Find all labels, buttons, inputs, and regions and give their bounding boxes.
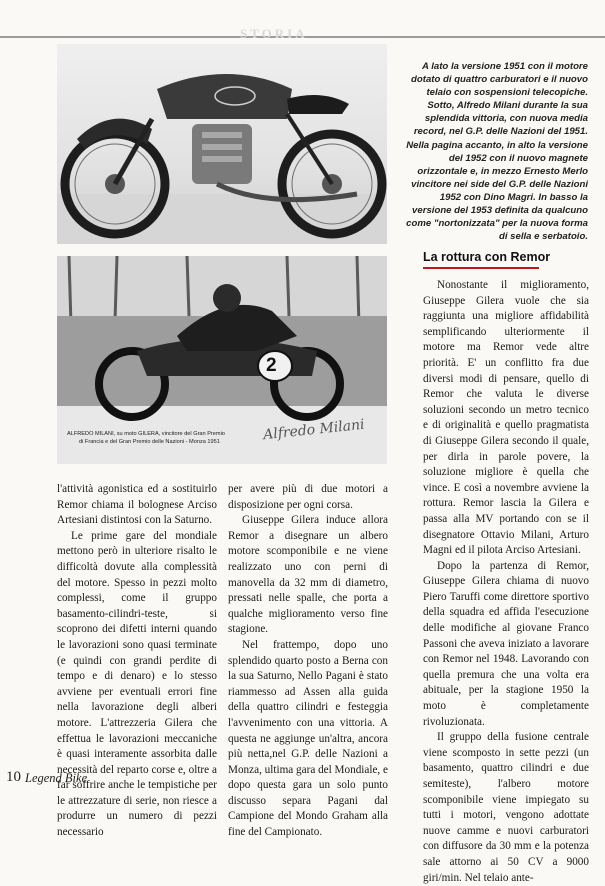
paragraph: per avere più di due motori a disposizione per ogni corsa. <box>228 483 388 511</box>
text-column-1 <box>57 482 217 841</box>
section-underline <box>423 267 539 269</box>
paragraph: Nonostante il miglioramento, Giuseppe Gilera vuole che sia raggiunta una migliore affidabilità semplificando ulteriormente il motore ma Remor vede altre priorità. E' un conflitto fra due diversi modi di pensare, quello di Remor che valuta le diverse soluzioni secondo un metro tecnico e di originalità e quello pragmatista di Giuseppe Gilera secondo il quale, per dirla in parole povere, la soluzione migliore è quella che vince. E così a novembre avviene la rottura. Remor lascia la Gilera e passa alla MV portando con se il disegnatore Ottavio Milani, Arturo Magni ed il pilota Arciso Artesiani. <box>423 279 589 557</box>
photo-gilera-1951 <box>57 44 387 244</box>
photo-caption-text: A lato la versione 1951 con il motore dotato di quattro carburatori e il nuovo telaio con sospensioni telecopiche. Sotto, Alfredo Milani durante la sua splendida vittoria, con nuova media record, nel G.P. delle Nazioni del 1951. Nella pagina accanto, in alto la versione del 1952 con il nuovo magnete orizzontale e, in mezzo Ernesto Merlo vincitore nei side del G.P. delle Nazioni 1952 con Dino Magri. In basso la versione del 1953 definita da qualcuno come "nortonizzata" per la nuova forma di sella e serbatoio. <box>406 61 588 243</box>
section-heading: La rottura con Remor <box>423 250 551 264</box>
paragraph: Nel frattempo, dopo uno splendido quarto posto a Berna con la sua Saturno, Nello Pagani è stato riammesso ad Assen alla guida della quattro cilindri e festeggia l'avvenimento con una vittoria. A questa ne aggiunge un'altra, ancora più netta,nel G.P. delle Nazioni a Monza, ultima gara del Mondiale, e dopo questa gara un solo punto discusso separa Pagani dal Campione del Mondo Graham alla fine del Campionato. <box>228 638 388 839</box>
magazine-brand: Legend Bike <box>25 771 88 785</box>
paragraph: Il gruppo della fusione centrale viene scomposto in sette pezzi (un basamento, quattro cilindri e due semiteste), l'albero motore scomponibile viene impiegato su tutti i motori, vengono adottate nuove camme e nuovi carburatori con diffusore da 30 mm e la potenza sale attorno ai 50 CV a 9000 giri/min. Nel telaio ante- <box>423 731 589 884</box>
text-column-2 <box>228 482 388 841</box>
photo-milani-racing <box>57 256 387 464</box>
page-number: 10 <box>6 769 21 785</box>
photo-caption-line1: ALFREDO MILANI, su moto GILERA, vincitore del Gran Premio <box>67 431 225 437</box>
signature: Alfredo Milani <box>262 416 366 444</box>
paragraph: Le prime gare del mondiale mettono però in ulteriore risalto le difficoltà dovute alla complessità del motore. Spesso in pezzi molto complessi, come il gruppo basamento-cilindri-teste, si scoprono dei difetti interni quando le lavorazioni sono quasi terminate (e quindi con grandi perdite di tempo e di denaro) e lo stesso avviene per eventuali errori fine nella lavorazione degli alberi motore. L'attrezzeria Gilera che effettua le lavorazioni meccaniche è quasi interamente assorbita dalle necessità del reparto corse e, oltre a far soffrire anche le tempistiche per le attrezzature di serie, non riesce a produrre un numero di pezzi necessario <box>57 529 217 839</box>
photo-caption-line2: di Francia e del Gran Premio delle Nazioni - Monza 1951 <box>79 439 220 446</box>
running-header: STORIA <box>240 26 308 41</box>
text-column-3 <box>423 278 589 886</box>
paragraph: Giuseppe Gilera induce allora Remor a disegnare un albero motore scomponibile e ne viene realizzato uno con perni di manovella da 32 mm di diametro, pressati nelle spalle, che porta a qualche miglioramento verso fine stagione. <box>228 514 388 636</box>
paragraph: l'attività agonistica ed a sostituirlo Remor chiama il bolognese Arciso Artesiani distintosi con la Saturno. <box>57 483 217 527</box>
race-number: 2 <box>266 355 277 376</box>
motorcycle-illustration <box>57 44 387 244</box>
paragraph: Dopo la partenza di Remor, Giuseppe Gilera chiama di nuovo Piero Taruffi come direttore sportivo della squadra ed affida l'esecuzione delle modifiche al giovane Franco Passoni che aveva iniziato a lavorare con Remor nel 1948. Lavorando con quella premura che una volta era abituale, per la stagione 1950 la moto è completamente rivoluzionata. <box>423 559 589 728</box>
